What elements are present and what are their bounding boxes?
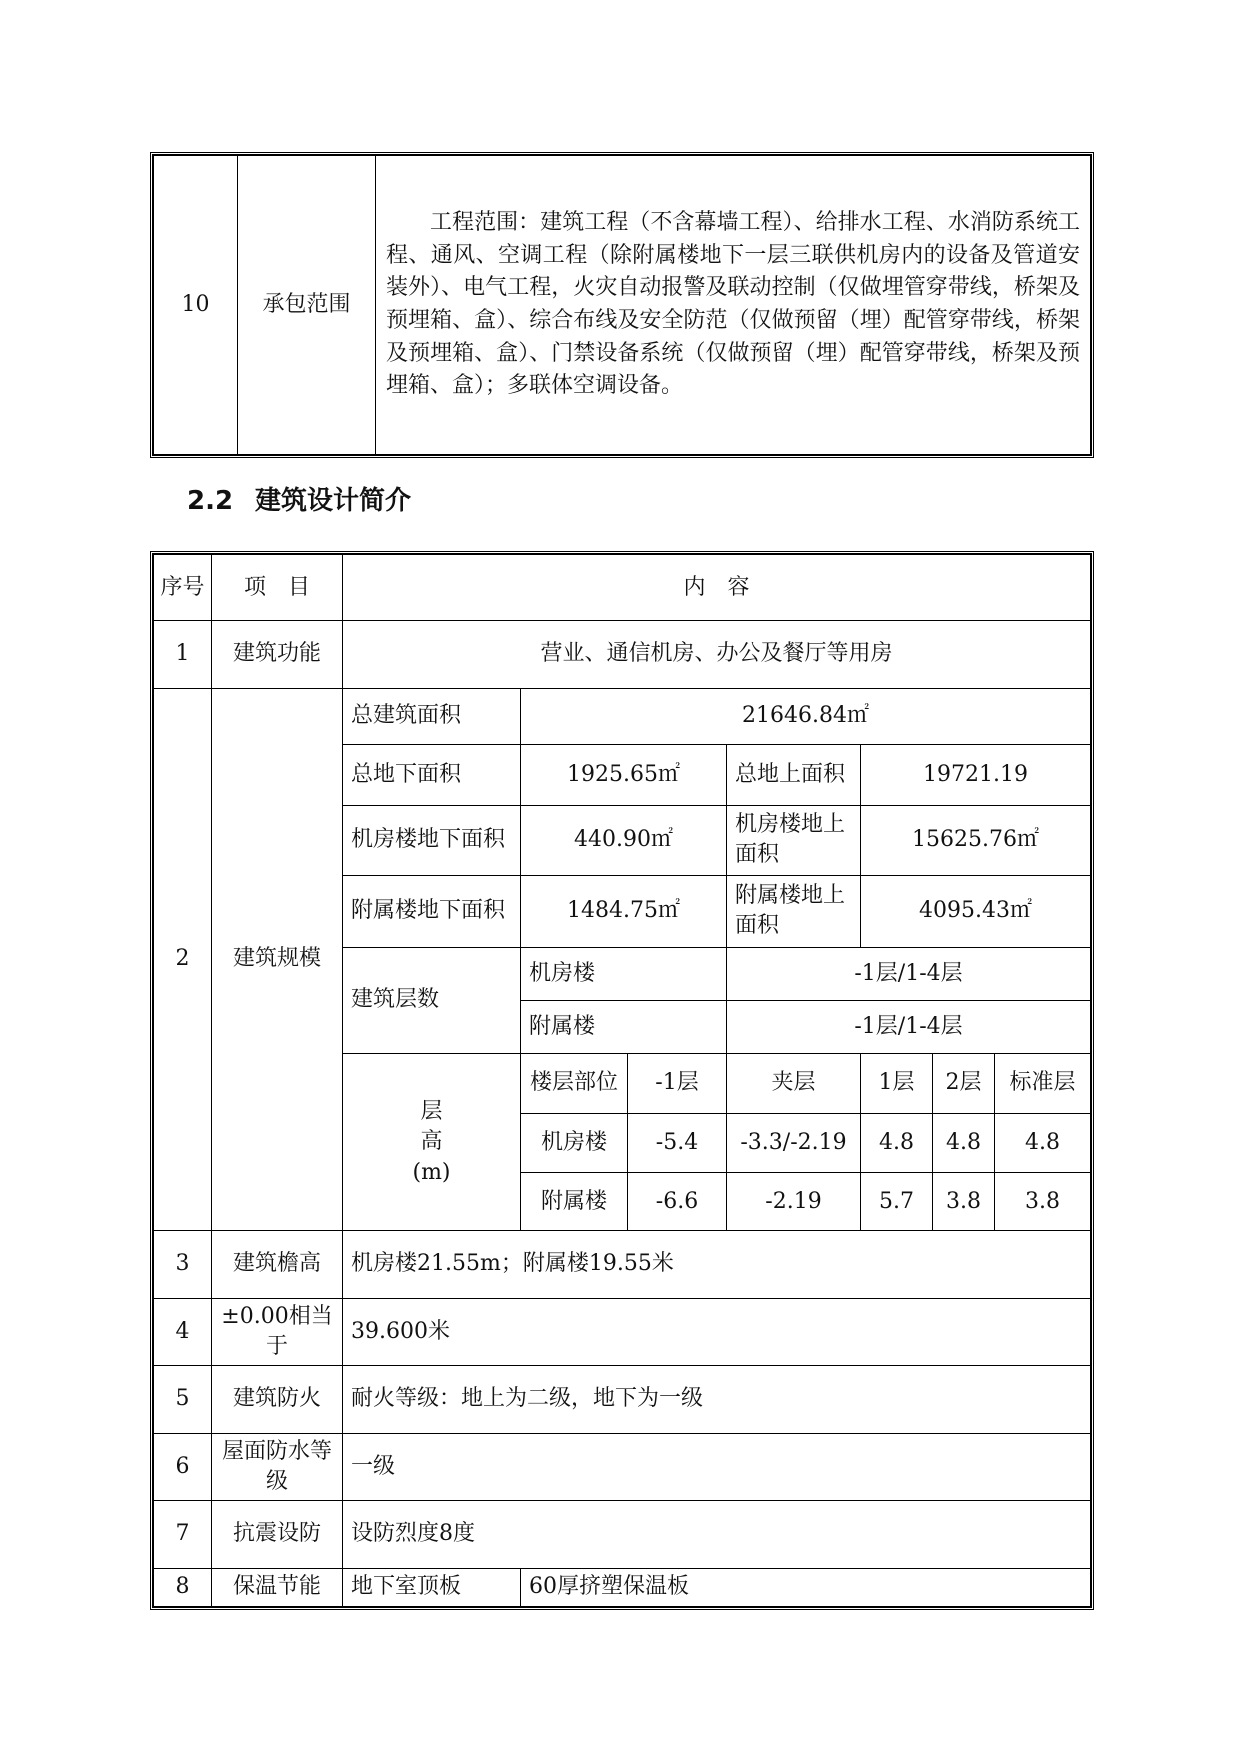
height-header-cell: -1层 bbox=[628, 1054, 727, 1113]
table-row bbox=[154, 1366, 1091, 1433]
aboveground-area-value: 19721.19 bbox=[861, 745, 1091, 805]
scope-row-number: 10 bbox=[154, 156, 238, 455]
scope-row-item: 承包范围 bbox=[238, 156, 376, 455]
story-height-label-line1: 层 bbox=[420, 1098, 443, 1124]
floors-label: 建筑层数 bbox=[343, 947, 521, 1054]
row6-no: 6 bbox=[154, 1433, 212, 1500]
row1-no: 1 bbox=[154, 621, 212, 688]
table-row bbox=[154, 1231, 1091, 1298]
height-machine-room-cell: 机房楼 bbox=[521, 1113, 628, 1172]
table-row bbox=[154, 688, 1091, 744]
annex-aboveground-value: 4095.43㎡ bbox=[861, 876, 1091, 947]
floors-annex-value: -1层/1-4层 bbox=[727, 1000, 1091, 1053]
story-height-label-unit: (m) bbox=[412, 1159, 451, 1185]
height-annex-cell: 3.8 bbox=[995, 1173, 1091, 1231]
height-header-cell: 1层 bbox=[861, 1054, 933, 1113]
machine-room-aboveground-value: 15625.76㎡ bbox=[861, 805, 1091, 875]
floors-machine-room-value: -1层/1-4层 bbox=[727, 947, 1091, 1000]
row4-item: ±0.00相当于 bbox=[212, 1298, 343, 1365]
height-header-cell: 楼层部位 bbox=[521, 1054, 628, 1113]
row3-content: 机房楼21.55m；附属楼19.55米 bbox=[343, 1231, 1091, 1298]
height-header-cell: 2层 bbox=[933, 1054, 995, 1113]
height-machine-room-cell: 4.8 bbox=[861, 1113, 933, 1172]
table-row bbox=[154, 621, 1091, 688]
scope-row-content: 工程范围：建筑工程（不含幕墙工程）、给排水工程、水消防系统工程、通风、空调工程（除附属楼地下一层三联供机房内的设备及管道安装外）、电气工程，火灾自动报警及联动控制（仅做埋管穿带线，桥架及预埋箱、盒）、综合布线及安全防范（仅做预留（埋）配管穿带线，桥架及预埋箱、盒）、门禁设备系统（仅做预留（埋）配管穿带线，桥架及预埋箱、盒）；多联体空调设备。 bbox=[376, 156, 1091, 455]
row7-content: 设防烈度8度 bbox=[343, 1501, 1091, 1568]
aboveground-area-label: 总地上面积 bbox=[727, 745, 861, 805]
machine-room-aboveground-label: 机房楼地上面积 bbox=[727, 805, 861, 875]
height-machine-room-cell: -3.3/-2.19 bbox=[727, 1113, 861, 1172]
row5-item: 建筑防火 bbox=[212, 1366, 343, 1433]
height-machine-room-cell: -5.4 bbox=[628, 1113, 727, 1172]
row4-no: 4 bbox=[154, 1298, 212, 1365]
row8-no: 8 bbox=[154, 1568, 212, 1606]
row5-content: 耐火等级：地上为二级，地下为一级 bbox=[343, 1366, 1091, 1433]
story-height-label bbox=[343, 1054, 521, 1231]
floors-machine-room-label: 机房楼 bbox=[521, 947, 727, 1000]
table-row bbox=[154, 1501, 1091, 1568]
row5-no: 5 bbox=[154, 1366, 212, 1433]
height-machine-room-cell: 4.8 bbox=[995, 1113, 1091, 1172]
underground-area-value: 1925.65㎡ bbox=[521, 745, 727, 805]
row6-item: 屋面防水等级 bbox=[212, 1433, 343, 1500]
table-row bbox=[154, 156, 1091, 455]
section-heading bbox=[187, 480, 411, 517]
row8-sub: 地下室顶板 bbox=[343, 1568, 521, 1606]
annex-underground-label: 附属楼地下面积 bbox=[343, 876, 521, 947]
table-row bbox=[154, 555, 1091, 621]
scope-table bbox=[150, 152, 1094, 458]
height-annex-cell: -6.6 bbox=[628, 1173, 727, 1231]
height-header-cell: 标准层 bbox=[995, 1054, 1091, 1113]
machine-room-underground-label: 机房楼地下面积 bbox=[343, 805, 521, 875]
height-header-cell: 夹层 bbox=[727, 1054, 861, 1113]
height-annex-cell: 5.7 bbox=[861, 1173, 933, 1231]
table-row bbox=[154, 1433, 1091, 1500]
row1-content: 营业、通信机房、办公及餐厅等用房 bbox=[343, 621, 1091, 688]
row2-item: 建筑规模 bbox=[212, 688, 343, 1231]
row7-no: 7 bbox=[154, 1501, 212, 1568]
floors-annex-label: 附属楼 bbox=[521, 1000, 727, 1053]
annex-underground-value: 1484.75㎡ bbox=[521, 876, 727, 947]
header-item: 项 目 bbox=[212, 555, 343, 621]
height-annex-cell: 附属楼 bbox=[521, 1173, 628, 1231]
height-annex-cell: -2.19 bbox=[727, 1173, 861, 1231]
underground-area-label: 总地下面积 bbox=[343, 745, 521, 805]
row1-item: 建筑功能 bbox=[212, 621, 343, 688]
total-area-label: 总建筑面积 bbox=[343, 688, 521, 744]
header-no: 序号 bbox=[154, 555, 212, 621]
row2-no: 2 bbox=[154, 688, 212, 1231]
row4-content: 39.600米 bbox=[343, 1298, 1091, 1365]
row3-no: 3 bbox=[154, 1231, 212, 1298]
row7-item: 抗震设防 bbox=[212, 1501, 343, 1568]
section-title: 建筑设计简介 bbox=[255, 486, 412, 516]
height-machine-room-cell: 4.8 bbox=[933, 1113, 995, 1172]
total-area-value: 21646.84㎡ bbox=[521, 688, 1091, 744]
annex-aboveground-label: 附属楼地上面积 bbox=[727, 876, 861, 947]
height-annex-cell: 3.8 bbox=[933, 1173, 995, 1231]
row8-item: 保温节能 bbox=[212, 1568, 343, 1606]
row6-content: 一级 bbox=[343, 1433, 1091, 1500]
row8-content: 60厚挤塑保温板 bbox=[521, 1568, 1091, 1606]
header-content: 内 容 bbox=[343, 555, 1091, 621]
design-table bbox=[150, 551, 1094, 1610]
row3-item: 建筑檐高 bbox=[212, 1231, 343, 1298]
story-height-label-line2: 高 bbox=[420, 1129, 443, 1155]
table-row bbox=[154, 1298, 1091, 1365]
table-row bbox=[154, 1568, 1091, 1606]
machine-room-underground-value: 440.90㎡ bbox=[521, 805, 727, 875]
section-number: 2.2 bbox=[187, 486, 234, 516]
